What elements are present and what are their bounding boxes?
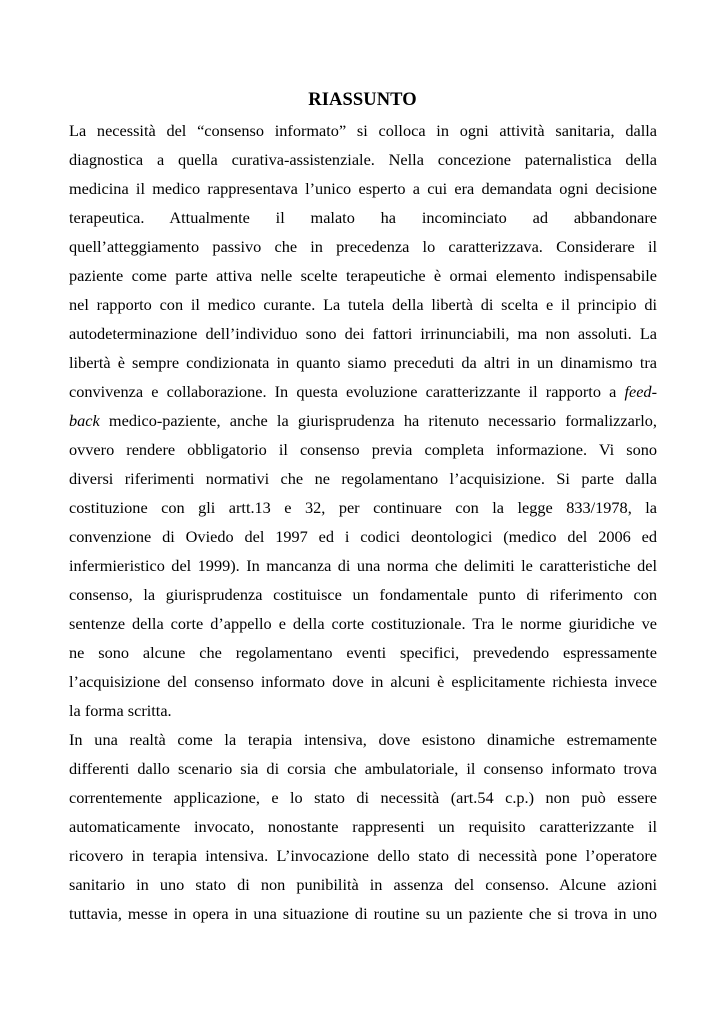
text-line: quell’atteggiamento passivo che in precedenza lo caratterizzava. Considerare il: [69, 237, 657, 256]
text-line: tuttavia, messe in opera in una situazione di routine su un paziente che si trova in uno: [69, 904, 657, 923]
italic-term: feed-: [624, 382, 657, 401]
text-line: infermieristico del 1999). In mancanza di una norma che delimiti le caratteristiche del: [69, 556, 657, 575]
text-line: sanitario in uno stato di non punibilità in assenza del consenso. Alcune azioni: [69, 875, 657, 894]
page-title: RIASSUNTO: [308, 90, 417, 110]
text-line: La necessità del “consenso informato” si colloca in ogni attività sanitaria, dalla: [69, 121, 657, 140]
text-line: diversi riferimenti normativi che ne regolamentano l’acquisizione. Si parte dalla: [69, 469, 657, 488]
text-line: paziente come parte attiva nelle scelte terapeutiche è ormai elemento indispensabile: [69, 266, 657, 285]
text-line: la forma scritta.: [69, 701, 172, 720]
text-line: terapeutica. Attualmente il malato ha incominciato ad abbandonare: [69, 208, 657, 227]
text-line: consenso, la giurisprudenza costituisce un fondamentale punto di riferimento con: [69, 585, 657, 604]
text-line: medicina il medico rappresentava l’unico esperto a cui era demandata ogni decisione: [69, 179, 657, 198]
text-line: libertà è sempre condizionata in quanto siamo preceduti da altri in un dinamismo tra: [69, 353, 657, 372]
text-line: differenti dallo scenario sia di corsia che ambulatoriale, il consenso informato trova: [69, 759, 657, 778]
paragraph: [69, 725, 657, 928]
text-line: nel rapporto con il medico curante. La tutela della libertà di scelta e il principio di: [69, 295, 657, 314]
text-line: ovvero rendere obbligatorio il consenso previa completa informazione. Vi sono: [69, 440, 657, 459]
text-line: l’acquisizione del consenso informato dove in alcuni è esplicitamente richiesta invece: [69, 672, 657, 691]
text-line: convivenza e collaborazione. In questa evoluzione caratterizzante il rapporto a feed-: [69, 382, 657, 401]
text-line: correntemente applicazione, e lo stato di necessità (art.54 c.p.) non può essere: [69, 788, 657, 807]
text-line: sentenze della corte d’appello e della corte costituzionale. Tra le norme giuridiche ve: [69, 614, 657, 633]
paragraph: [69, 116, 657, 725]
italic-term: back: [69, 411, 100, 430]
text-line: In una realtà come la terapia intensiva, dove esistono dinamiche estremamente: [69, 730, 657, 749]
text-line: ricovero in terapia intensiva. L’invocazione dello stato di necessità pone l’operatore: [69, 846, 657, 865]
text-line: diagnostica a quella curativa-assistenziale. Nella concezione paternalistica della: [69, 150, 657, 169]
text-line: costituzione con gli artt.13 e 32, per continuare con la legge 833/1978, la: [69, 498, 657, 517]
text-line: convenzione di Oviedo del 1997 ed i codici deontologici (medico del 2006 ed: [69, 527, 657, 546]
text-line: automaticamente invocato, nonostante rappresenti un requisito caratterizzante il: [69, 817, 657, 836]
text-line: autodeterminazione dell’individuo sono dei fattori irrinunciabili, ma non assoluti. La: [69, 324, 657, 343]
text-line: ne sono alcune che regolamentano eventi specifici, prevedendo espressamente: [69, 643, 657, 662]
text-line: back medico-paziente, anche la giurisprudenza ha ritenuto necessario formalizzarlo,: [69, 411, 657, 430]
abstract-body: [69, 116, 657, 928]
